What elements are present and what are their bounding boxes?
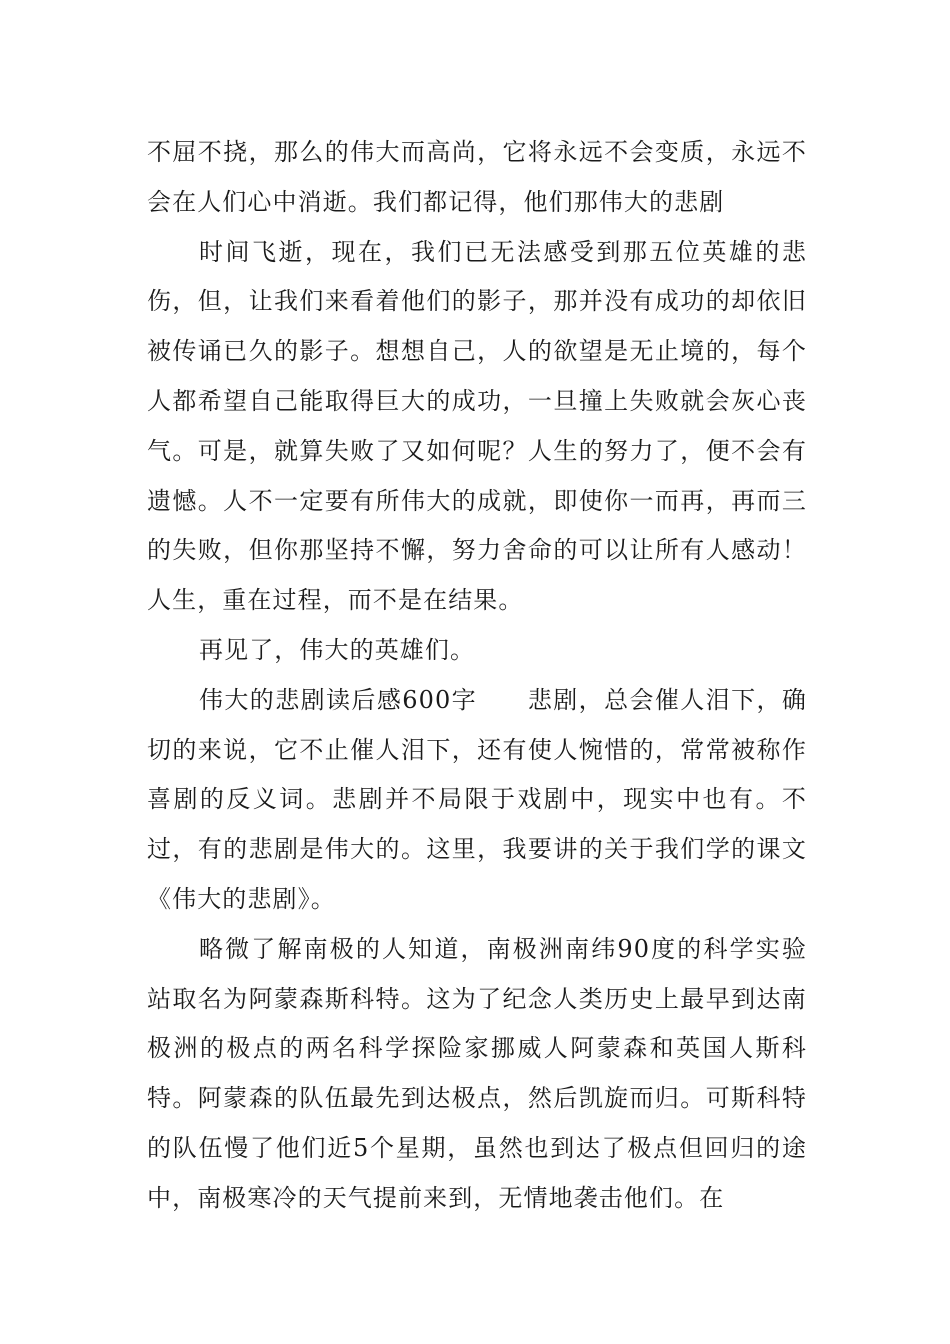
paragraph-farewell: 再见了，伟大的英雄们。	[199, 635, 476, 664]
paragraph-south-pole: 略微了解南极的人知道，南极洲南纬90度的科学实验站取名为阿蒙森斯科特。这为了纪念人类历史上最早到达南极洲的极点的两名科学探险家挪威人阿蒙森和英国人斯科特。阿蒙森的队伍最先到达极点，然后凯旋而归。可斯科特的队伍慢了他们近5个星期，虽然也到达了极点但回归的途中，南极寒冷的天气提前来到，无情地袭击他们。在	[147, 934, 807, 1212]
document-body	[147, 128, 807, 1224]
paragraph-continued: 不屈不挠，那么的伟大而高尚，它将永远不会变质，永远不会在人们心中消逝。我们都记得，他们那伟大的悲剧	[147, 138, 807, 216]
paragraph-reflection: 时间飞逝，现在，我们已无法感受到那五位英雄的悲伤，但，让我们来看着他们的影子，那并没有成功的却依旧被传诵已久的影子。想想自己，人的欲望是无止境的，每个人都希望自己能取得巨大的成功，一旦撞上失败就会灰心丧气。可是，就算失败了又如何呢？人生的努力了，便不会有遗憾。人不一定要有所伟大的成就，即使你一而再，再而三的失败，但你那坚持不懈，努力舍命的可以让所有人感动！人生，重在过程，而不是在结果。	[147, 237, 807, 615]
paragraph-essay-intro: 伟大的悲剧读后感600字 悲剧，总会催人泪下，确切的来说，它不止催人泪下，还有使人惋惜的，常常被称作喜剧的反义词。悲剧并不局限于戏剧中，现实中也有。不过，有的悲剧是伟大的。这里，我要讲的关于我们学的课文《伟大的悲剧》。	[147, 685, 807, 913]
